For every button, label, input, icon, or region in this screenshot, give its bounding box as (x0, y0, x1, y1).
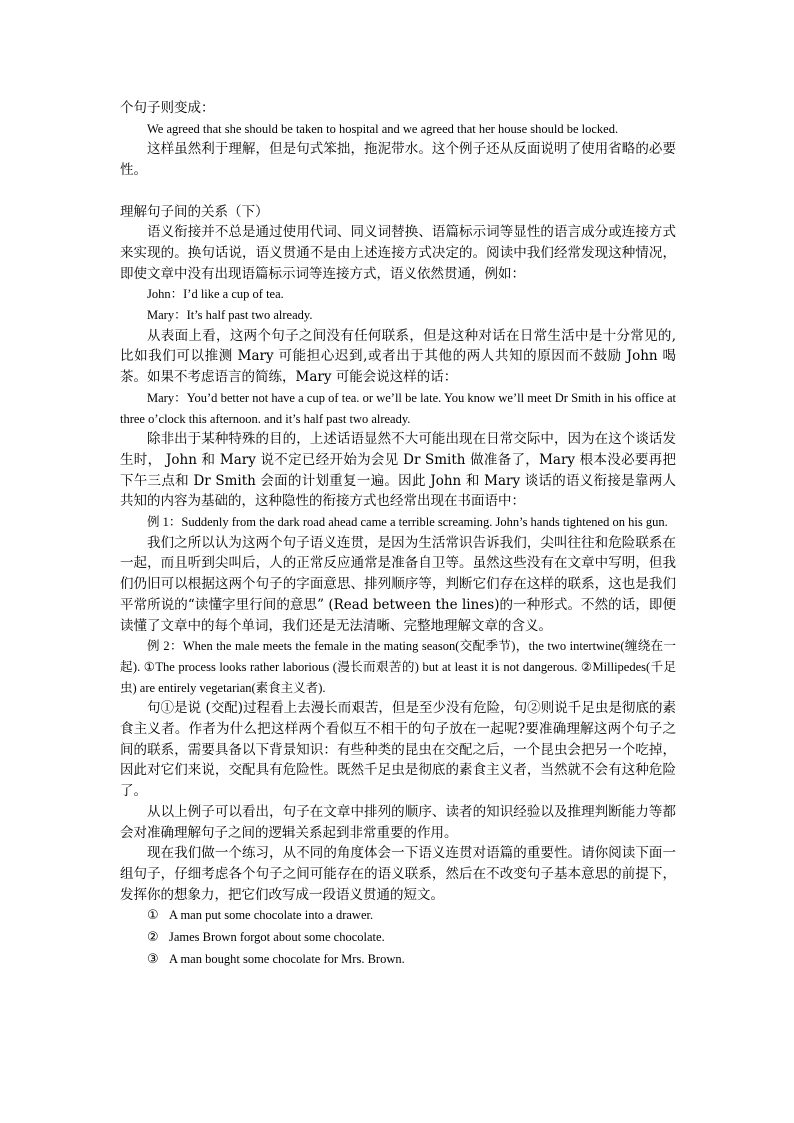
exercise-item (120, 927, 676, 949)
item-number: ③ (147, 951, 159, 967)
section-title: 理解句子间的关系（下） (120, 203, 269, 220)
example-sentence: We agreed that she should be taken to hospital and we agreed that her house should be locked. (147, 121, 619, 136)
paragraph-intro: 个句子则变成： (120, 100, 215, 116)
example-1: 例 1：Suddenly from the dark road ahead came a terrible screaming. John’s hands tightened on his gun. (147, 515, 668, 530)
document-page (120, 98, 676, 971)
paragraph-surface: 从表面上看，这两个句子之间没有任何联系，但是这种对话在日常生活中是十分常见的,比如我们可以推测 Mary 可能担心迟到,或者出于其他的两人共知的原因而不鼓励 John 喝茶。如果不考虑语言的简练，Mary 可能会说这样的话： (120, 327, 676, 386)
dialogue-mary-long: Mary：You’d better not have a cup of tea. or we’ll be late. You know we’ll meet Dr Smith in his office at three o’clock this afternoon. and it’s half past two already. (120, 390, 676, 426)
paragraph-conclusion: 从以上例子可以看出，句子在文章中排列的顺序、读者的知识经验以及推理判断能力等都会对准确理解句子之间的逻辑关系起到非常重要的作用。 (120, 803, 676, 841)
paragraph-explanation-1: 我们之所以认为这两个句子语义连贯，是因为生活常识告诉我们，尖叫往往和危险联系在一起，而且听到尖叫后，人的正常反应通常是准备自卫等。虽然这些没有在文章中写明，但我们仍旧可以根据这两个句子的字面意思、排列顺序等，判断它们存在这样的联系，这也是我们平常所说的“读懂字里行间的意思” (Read between the lines)的一种形式。不然的话，即便读懂了文章中的每个单词，我们还是无法清晰、完整地理解文章的含义。 (120, 534, 676, 634)
item-number: ② (147, 930, 159, 946)
paragraph-cohesion: 语义衔接并不总是通过使用代词、同义词替换、语篇标示词等显性的语言成分或连接方式来实现的。换句话说，语义贯通不是由上述连接方式决定的。阅读中我们经常发现这种情况，即使文章中没有出现语篇标示词等连接方式，语义依然贯通，例如： (120, 224, 676, 282)
paragraph-exercise: 现在我们做一个练习，从不同的角度体会一下语义连贯对语篇的重要性。请你阅读下面一组句子，仔细考虑各个句子之间可能存在的语义联系，然后在不改变句子基本意思的前提下，发挥你的想象力，把它们改写成一段语义贯通的短文。 (120, 845, 676, 903)
dialogue-john: John：I’d like a cup of tea. (147, 287, 284, 302)
dialogue-mary: Mary：It’s half past two already. (147, 308, 313, 323)
example-2: 例 2：When the male meets the female in the mating season(交配季节)，the two intertwine(缠绕在一起). ①The process looks rather laborious (漫长而艰苦的) but at least it is not dangerous. ②Millipedes(千足虫) are entirely vegetarian(素食主义者). (120, 639, 676, 695)
item-text: James Brown forgot about some chocolate. (169, 930, 385, 945)
item-number: ① (147, 908, 159, 924)
exercise-item (120, 949, 676, 971)
paragraph-context: 除非出于某种特殊的目的，上述话语显然不大可能出现在日常交际中，因为在这个谈话发生时， John 和 Mary 说不定已经开始为会见 Dr Smith 做准备了，Mary 根本没必要再把下午三点和 Dr Smith 会面的计划重复一遍。因此 John 和 Mary 谈话的语义衔接是靠两人共知的内容为基础的，这种隐性的衔接方式也经常出现在书面语中： (120, 431, 676, 510)
exercise-item (120, 905, 676, 927)
item-text: A man put some chocolate into a drawer. (169, 908, 374, 923)
paragraph-comment: 这样虽然利于理解，但是句式笨拙，拖泥带水。这个例子还从反面说明了使用省略的必要性。 (120, 141, 676, 179)
item-text: A man bought some chocolate for Mrs. Brown. (169, 951, 405, 966)
paragraph-explanation-2: 句①是说 (交配)过程看上去漫长而艰苦，但是至少没有危险，句②则说千足虫是彻底的素食主义者。作者为什么把这样两个看似互不相干的句子放在一起呢?要准确理解这两个句子之间的联系，需要具备以下背景知识：有些种类的昆虫在交配之后，一个昆虫会把另一个吃掉，因此对它们来说，交配具有危险性。既然千足虫是彻底的素食主义者，当然就不会有这种危险了。 (120, 700, 676, 800)
